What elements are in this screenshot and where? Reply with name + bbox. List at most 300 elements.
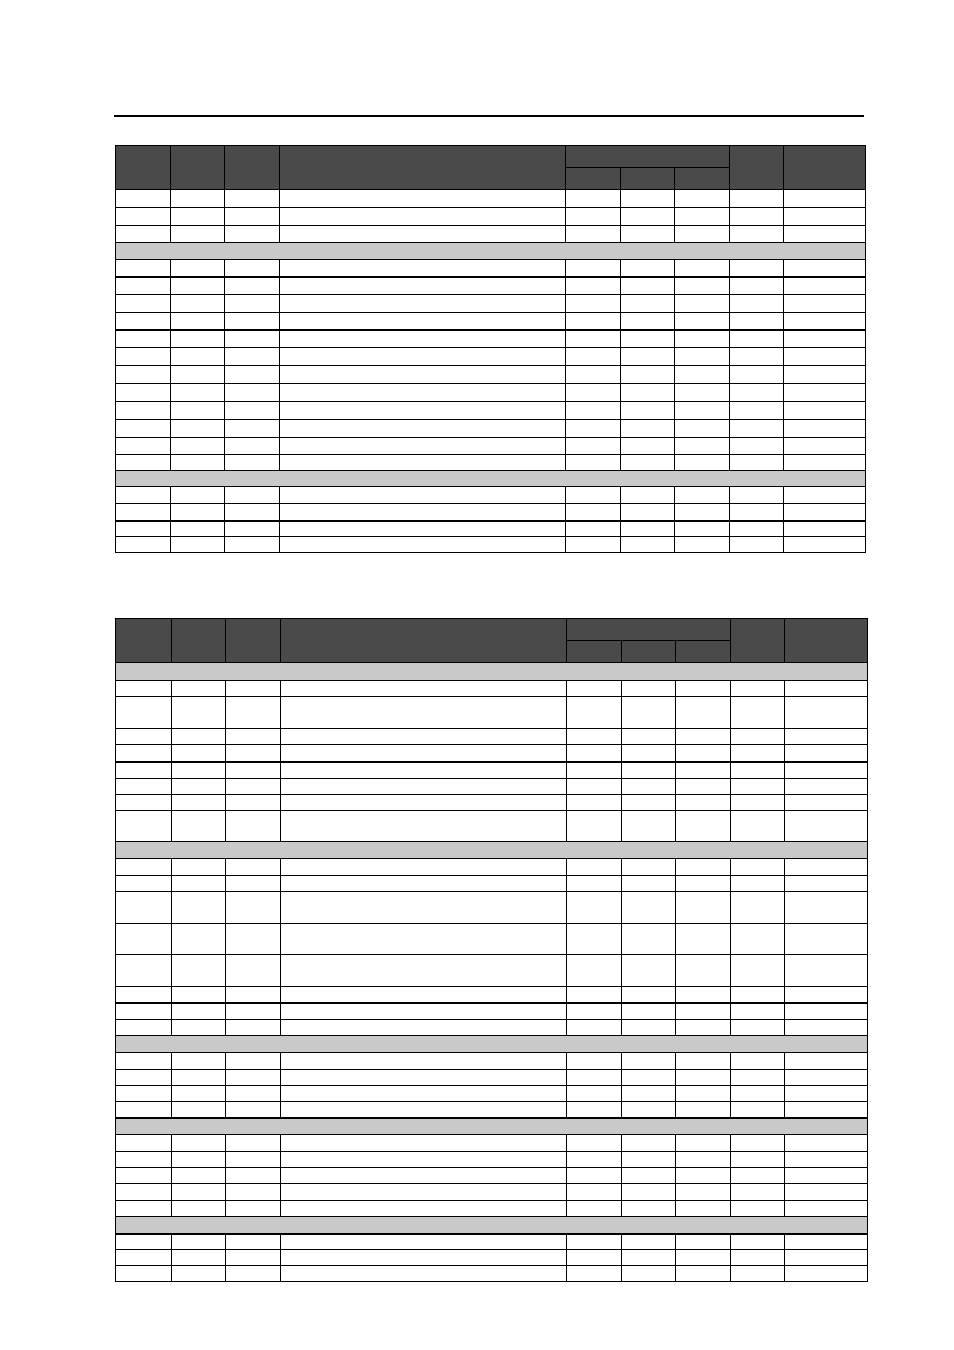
table-row xyxy=(116,1102,868,1118)
table-cell xyxy=(731,1250,785,1266)
table-cell xyxy=(225,295,280,313)
table-cell xyxy=(622,892,676,924)
table-row xyxy=(116,1234,868,1250)
table-cell xyxy=(116,892,172,924)
table-row xyxy=(116,924,868,955)
table-cell xyxy=(784,504,866,521)
table-cell xyxy=(785,697,868,729)
table-cell xyxy=(566,190,621,208)
table-cell xyxy=(116,795,172,811)
table-cell xyxy=(621,330,675,348)
table-cell xyxy=(785,1003,868,1020)
table-cell xyxy=(226,795,281,811)
table-cell xyxy=(280,366,566,384)
table-cell xyxy=(785,681,868,697)
table-row xyxy=(116,313,866,330)
table-cell xyxy=(622,1250,676,1266)
table-cell xyxy=(225,260,280,277)
table-cell xyxy=(675,330,730,348)
table-row xyxy=(116,795,868,811)
table-cell xyxy=(621,420,675,438)
table-cell xyxy=(676,1086,731,1102)
table-cell xyxy=(172,1250,226,1266)
table-header xyxy=(116,146,866,190)
header-cell xyxy=(116,146,171,190)
table-cell xyxy=(621,226,675,243)
table-cell xyxy=(730,384,784,402)
table-cell xyxy=(731,745,785,762)
table-row xyxy=(116,208,866,226)
table-cell xyxy=(281,1102,567,1118)
table-cell xyxy=(675,402,730,420)
table-cell xyxy=(785,1102,868,1118)
table-row xyxy=(116,277,866,295)
table-cell xyxy=(280,226,566,243)
table-cell xyxy=(621,208,675,226)
table-cell xyxy=(116,762,172,779)
table-cell xyxy=(731,1086,785,1102)
table-cell xyxy=(566,384,621,402)
table-cell xyxy=(280,438,566,455)
table-cell xyxy=(225,420,280,438)
table-cell xyxy=(731,1201,785,1217)
table-cell xyxy=(784,420,866,438)
table-cell xyxy=(784,190,866,208)
table-cell xyxy=(675,313,730,330)
table-cell xyxy=(731,1184,785,1201)
table-body xyxy=(116,663,868,1282)
table-cell xyxy=(116,330,171,348)
table-cell xyxy=(226,1086,281,1102)
table-cell xyxy=(226,1135,281,1152)
table-cell xyxy=(116,1003,172,1020)
table-cell xyxy=(731,924,785,955)
table-cell xyxy=(226,745,281,762)
table-cell xyxy=(676,1152,731,1168)
table-cell xyxy=(730,366,784,384)
table-cell xyxy=(566,420,621,438)
table-cell xyxy=(566,455,621,471)
table-cell xyxy=(676,779,731,795)
table-cell xyxy=(621,504,675,521)
table-row xyxy=(116,330,866,348)
table-cell xyxy=(730,226,784,243)
table-cell xyxy=(225,277,280,295)
table-cell xyxy=(566,521,621,537)
table-cell xyxy=(730,313,784,330)
table-cell xyxy=(116,260,171,277)
table-cell xyxy=(171,384,225,402)
table-row xyxy=(116,487,866,504)
table-cell xyxy=(171,226,225,243)
table-cell xyxy=(784,277,866,295)
table-cell xyxy=(731,697,785,729)
table-cell xyxy=(171,277,225,295)
table-cell xyxy=(280,330,566,348)
table-cell xyxy=(281,955,567,987)
table-row xyxy=(116,1152,868,1168)
table-cell xyxy=(281,795,567,811)
table-row xyxy=(116,955,868,987)
table-cell xyxy=(622,1070,676,1086)
table-cell xyxy=(116,955,172,987)
table-cell xyxy=(280,521,566,537)
table-cell xyxy=(785,762,868,779)
header-cell xyxy=(730,146,784,190)
table-row xyxy=(116,1053,868,1070)
table-cell xyxy=(567,697,622,729)
table-cell xyxy=(676,987,731,1003)
table-cell xyxy=(675,537,730,553)
table-row xyxy=(116,1020,868,1036)
header-cell xyxy=(280,146,566,190)
table-cell xyxy=(566,348,621,366)
section-row xyxy=(116,1118,868,1135)
header-cell xyxy=(784,146,866,190)
table-cell xyxy=(784,402,866,420)
table-cell xyxy=(784,313,866,330)
table-cell xyxy=(676,1234,731,1250)
table-row xyxy=(116,729,868,745)
table-cell xyxy=(226,1250,281,1266)
table-cell xyxy=(281,697,567,729)
table-row xyxy=(116,859,868,876)
section-row xyxy=(116,842,868,859)
table-row xyxy=(116,811,868,842)
table-cell xyxy=(676,811,731,842)
table-cell xyxy=(785,859,868,876)
table-cell xyxy=(675,384,730,402)
section-row xyxy=(116,1036,868,1053)
table-cell xyxy=(116,277,171,295)
table-cell xyxy=(225,348,280,366)
table-cell xyxy=(567,1152,622,1168)
table-row xyxy=(116,190,866,208)
table-cell xyxy=(676,876,731,892)
table-cell xyxy=(226,1152,281,1168)
table-cell xyxy=(116,924,172,955)
table-cell xyxy=(280,402,566,420)
table-cell xyxy=(281,779,567,795)
table-cell xyxy=(172,955,226,987)
table-cell xyxy=(621,260,675,277)
table-cell xyxy=(172,795,226,811)
table-cell xyxy=(621,277,675,295)
table-row xyxy=(116,260,866,277)
table-cell xyxy=(566,438,621,455)
table-cell xyxy=(567,1003,622,1020)
header-cell xyxy=(731,619,785,663)
table-cell xyxy=(784,260,866,277)
table-cell xyxy=(730,277,784,295)
table-cell xyxy=(171,313,225,330)
table-cell xyxy=(785,1266,868,1282)
table-cell xyxy=(172,987,226,1003)
table-cell xyxy=(116,366,171,384)
table-cell xyxy=(731,1168,785,1184)
table-cell xyxy=(172,892,226,924)
table-row xyxy=(116,1250,868,1266)
table-cell xyxy=(225,504,280,521)
table-cell xyxy=(675,366,730,384)
table-cell xyxy=(171,330,225,348)
table-cell xyxy=(785,876,868,892)
table-cell xyxy=(784,295,866,313)
table-cell xyxy=(622,1020,676,1036)
header-sub-cell xyxy=(676,641,731,663)
table-cell xyxy=(621,313,675,330)
table-cell xyxy=(567,955,622,987)
table-cell xyxy=(226,1003,281,1020)
table-cell xyxy=(675,487,730,504)
section-row xyxy=(116,1217,868,1234)
table-cell xyxy=(116,1266,172,1282)
table-cell xyxy=(622,1152,676,1168)
table-cell xyxy=(675,208,730,226)
table-cell xyxy=(225,455,280,471)
table-cell xyxy=(566,402,621,420)
table-cell xyxy=(116,537,171,553)
table-cell xyxy=(226,1168,281,1184)
table-cell xyxy=(225,402,280,420)
table-cell xyxy=(621,366,675,384)
table-cell xyxy=(731,1020,785,1036)
table-cell xyxy=(172,859,226,876)
table-cell xyxy=(172,1266,226,1282)
table-cell xyxy=(226,1020,281,1036)
table-cell xyxy=(172,1053,226,1070)
table-cell xyxy=(731,892,785,924)
table-row xyxy=(116,537,866,553)
header-rule xyxy=(114,115,864,117)
table-cell xyxy=(622,859,676,876)
table-row xyxy=(116,697,868,729)
table-cell xyxy=(225,521,280,537)
table-cell xyxy=(622,811,676,842)
spec-table-2 xyxy=(115,618,868,1282)
table-cell xyxy=(172,924,226,955)
table-cell xyxy=(731,955,785,987)
table-cell xyxy=(172,1234,226,1250)
table-cell xyxy=(785,924,868,955)
table-cell xyxy=(785,811,868,842)
table-cell xyxy=(731,795,785,811)
table-cell xyxy=(225,330,280,348)
table-cell xyxy=(676,697,731,729)
table-cell xyxy=(622,1135,676,1152)
table-cell xyxy=(116,859,172,876)
table-row xyxy=(116,1086,868,1102)
table-cell xyxy=(171,420,225,438)
table-cell xyxy=(676,1168,731,1184)
table-cell xyxy=(172,1135,226,1152)
header-cell xyxy=(785,619,868,663)
table-cell xyxy=(785,1168,868,1184)
table-cell xyxy=(784,537,866,553)
table-cell xyxy=(116,1086,172,1102)
table-cell xyxy=(225,208,280,226)
table-cell xyxy=(281,876,567,892)
table-cell xyxy=(280,487,566,504)
table-cell xyxy=(730,295,784,313)
header-cell xyxy=(281,619,567,663)
table-cell xyxy=(280,208,566,226)
table-cell xyxy=(676,1135,731,1152)
table-cell xyxy=(730,438,784,455)
table-cell xyxy=(622,681,676,697)
table-cell xyxy=(785,729,868,745)
table-cell xyxy=(116,348,171,366)
table-row xyxy=(116,366,866,384)
table-cell xyxy=(280,190,566,208)
table-cell xyxy=(281,1020,567,1036)
table-row xyxy=(116,1184,868,1201)
table-cell xyxy=(621,384,675,402)
table-cell xyxy=(785,745,868,762)
section-row xyxy=(116,243,866,260)
table-cell xyxy=(731,876,785,892)
table-cell xyxy=(226,697,281,729)
table-cell xyxy=(281,859,567,876)
table-cell xyxy=(116,402,171,420)
table-cell xyxy=(676,745,731,762)
table-cell xyxy=(116,384,171,402)
table-cell xyxy=(785,892,868,924)
table-cell xyxy=(731,811,785,842)
table-cell xyxy=(225,438,280,455)
table-cell xyxy=(280,384,566,402)
table-cell xyxy=(172,811,226,842)
table-cell xyxy=(171,402,225,420)
table-cell xyxy=(281,1168,567,1184)
table-cell xyxy=(172,729,226,745)
table-cell xyxy=(622,987,676,1003)
section-cell xyxy=(116,243,866,260)
table-cell xyxy=(675,348,730,366)
table-cell xyxy=(567,1020,622,1036)
table-cell xyxy=(566,208,621,226)
table-cell xyxy=(730,402,784,420)
table-cell xyxy=(675,438,730,455)
table-row xyxy=(116,295,866,313)
table-cell xyxy=(116,1184,172,1201)
table-cell xyxy=(567,1184,622,1201)
table-cell xyxy=(281,1086,567,1102)
table-cell xyxy=(281,987,567,1003)
table-cell xyxy=(676,1266,731,1282)
table-cell xyxy=(281,1135,567,1152)
table-cell xyxy=(226,681,281,697)
table-cell xyxy=(731,1053,785,1070)
table-cell xyxy=(675,260,730,277)
table-cell xyxy=(731,729,785,745)
table-cell xyxy=(226,924,281,955)
table-cell xyxy=(172,681,226,697)
table-cell xyxy=(225,366,280,384)
table-cell xyxy=(116,745,172,762)
table-cell xyxy=(676,1020,731,1036)
table-cell xyxy=(675,420,730,438)
table-cell xyxy=(676,892,731,924)
table-cell xyxy=(675,504,730,521)
table-cell xyxy=(566,537,621,553)
table-cell xyxy=(730,208,784,226)
table-cell xyxy=(281,1201,567,1217)
table-cell xyxy=(281,1266,567,1282)
table-cell xyxy=(730,455,784,471)
table-cell xyxy=(226,859,281,876)
table-cell xyxy=(730,521,784,537)
table-cell xyxy=(225,537,280,553)
table-cell xyxy=(566,226,621,243)
table-cell xyxy=(731,1234,785,1250)
table-cell xyxy=(676,1250,731,1266)
table-cell xyxy=(785,779,868,795)
table-cell xyxy=(225,190,280,208)
header-cell xyxy=(172,619,226,663)
table-cell xyxy=(730,190,784,208)
table-cell xyxy=(622,1184,676,1201)
table-cell xyxy=(621,455,675,471)
table-cell xyxy=(621,537,675,553)
table-cell xyxy=(172,779,226,795)
table-cell xyxy=(731,762,785,779)
table-cell xyxy=(567,762,622,779)
table-cell xyxy=(116,779,172,795)
table-cell xyxy=(116,521,171,537)
table-cell xyxy=(784,366,866,384)
table-cell xyxy=(567,1168,622,1184)
table-cell xyxy=(225,487,280,504)
table-cell xyxy=(116,313,171,330)
table-cell xyxy=(567,1266,622,1282)
table-cell xyxy=(172,1003,226,1020)
table-cell xyxy=(621,487,675,504)
table-cell xyxy=(785,1201,868,1217)
table-cell xyxy=(281,811,567,842)
table-cell xyxy=(730,504,784,521)
table-cell xyxy=(566,313,621,330)
table-cell xyxy=(171,521,225,537)
table-cell xyxy=(785,987,868,1003)
table-cell xyxy=(567,1201,622,1217)
table-cell xyxy=(172,1201,226,1217)
table-cell xyxy=(116,420,171,438)
table-cell xyxy=(566,277,621,295)
table-cell xyxy=(226,1053,281,1070)
table-cell xyxy=(172,1086,226,1102)
table-cell xyxy=(784,521,866,537)
table-cell xyxy=(280,504,566,521)
table-cell xyxy=(225,226,280,243)
header-sub-cell xyxy=(567,641,622,663)
table-cell xyxy=(566,487,621,504)
table-cell xyxy=(621,190,675,208)
table-body xyxy=(116,190,866,553)
table-cell xyxy=(226,1102,281,1118)
table-row xyxy=(116,987,868,1003)
table-cell xyxy=(116,1102,172,1118)
table-row xyxy=(116,1266,868,1282)
table-cell xyxy=(281,745,567,762)
table-cell xyxy=(622,876,676,892)
table-cell xyxy=(281,762,567,779)
section-row xyxy=(116,663,868,681)
table-cell xyxy=(676,681,731,697)
table-cell xyxy=(116,1201,172,1217)
table-cell xyxy=(280,260,566,277)
section-cell xyxy=(116,1217,868,1234)
